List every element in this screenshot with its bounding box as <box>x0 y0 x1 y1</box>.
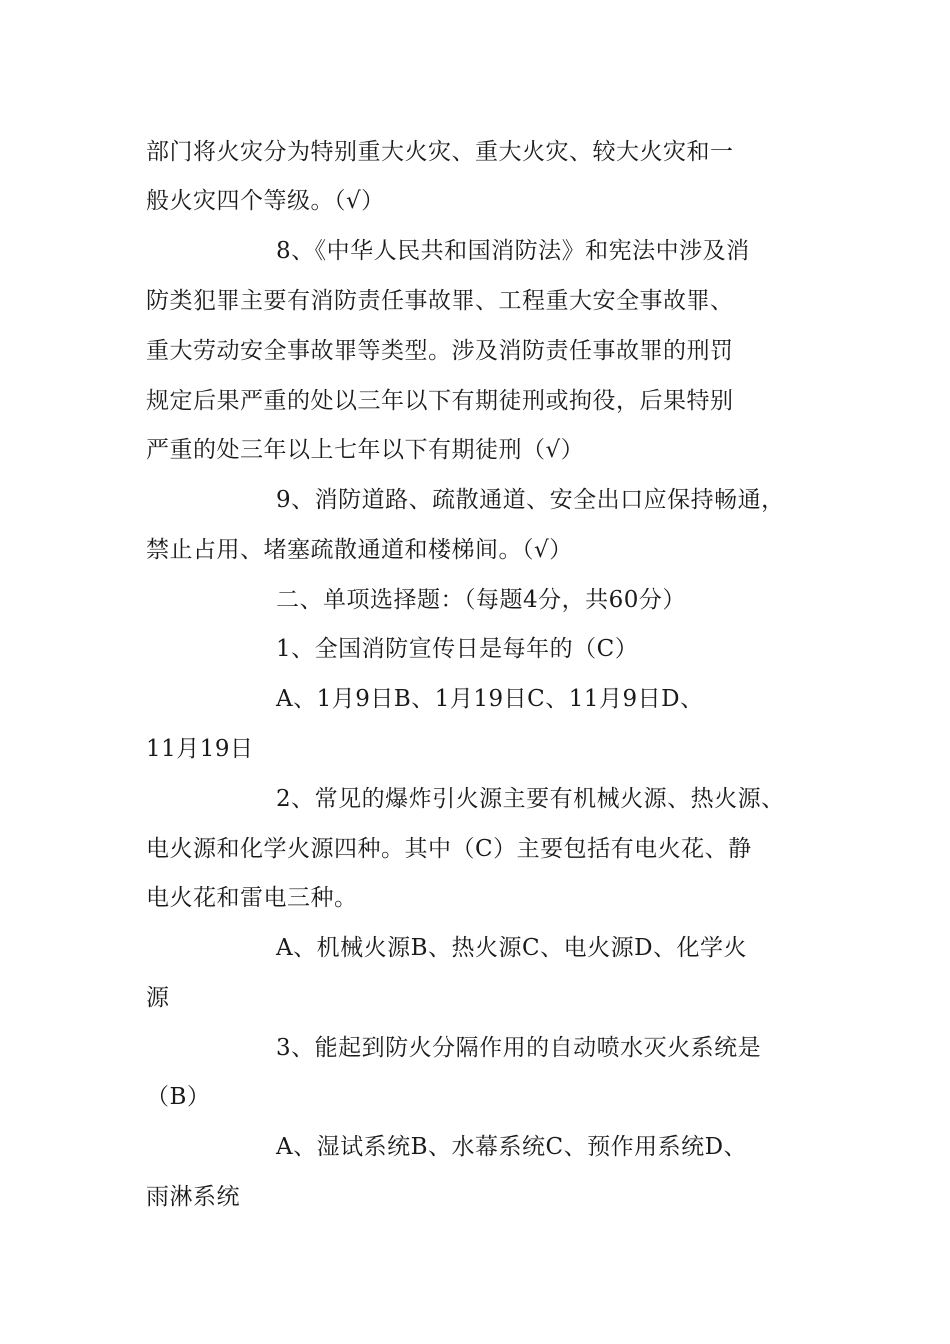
text-line: 电火源和化学火源四种。其中（C）主要包括有电火花、静 <box>146 836 752 862</box>
text-line: 雨淋系统 <box>146 1184 240 1210</box>
text-line: 电火花和雷电三种。 <box>146 885 358 911</box>
question-3-line: 3、能起到防火分隔作用的自动喷水灭火系统是 <box>276 1035 762 1061</box>
question-8-line: 8、《中华人民共和国消防法》和宪法中涉及消 <box>276 238 750 264</box>
options-line: A、湿试系统B、水幕系统C、预作用系统D、 <box>276 1134 748 1160</box>
options-line: A、机械火源B、热火源C、电火源D、化学火 <box>276 935 748 961</box>
text-line: 禁止占用、堵塞疏散通道和楼梯间。（√） <box>146 537 573 563</box>
text-line: 部门将火灾分为特别重大火灾、重大火灾、较大火灾和一 <box>146 139 734 165</box>
question-9-line: 9、消防道路、疏散通道、安全出口应保持畅通， <box>276 487 785 513</box>
options-line: A、1月9日B、1月19日C、11月9日D、 <box>276 686 704 712</box>
text-line: 11月19日 <box>146 736 254 762</box>
text-line: 源 <box>146 985 170 1011</box>
text-line: 严重的处三年以上七年以下有期徒刑（√） <box>146 437 585 463</box>
section-heading: 二、单项选择题：（每题4分，共60分） <box>276 587 686 613</box>
question-1-line: 1、全国消防宣传日是每年的（C） <box>276 636 639 662</box>
text-line: （B） <box>146 1084 211 1110</box>
text-line: 防类犯罪主要有消防责任事故罪、工程重大安全事故罪、 <box>146 288 734 314</box>
text-line: 重大劳动安全事故罪等类型。涉及消防责任事故罪的刑罚 <box>146 338 734 364</box>
text-line: 般火灾四个等级。（√） <box>146 188 385 214</box>
question-2-line: 2、常见的爆炸引火源主要有机械火源、热火源、 <box>276 786 785 812</box>
text-line: 规定后果严重的处以三年以下有期徒刑或拘役，后果特别 <box>146 388 734 414</box>
